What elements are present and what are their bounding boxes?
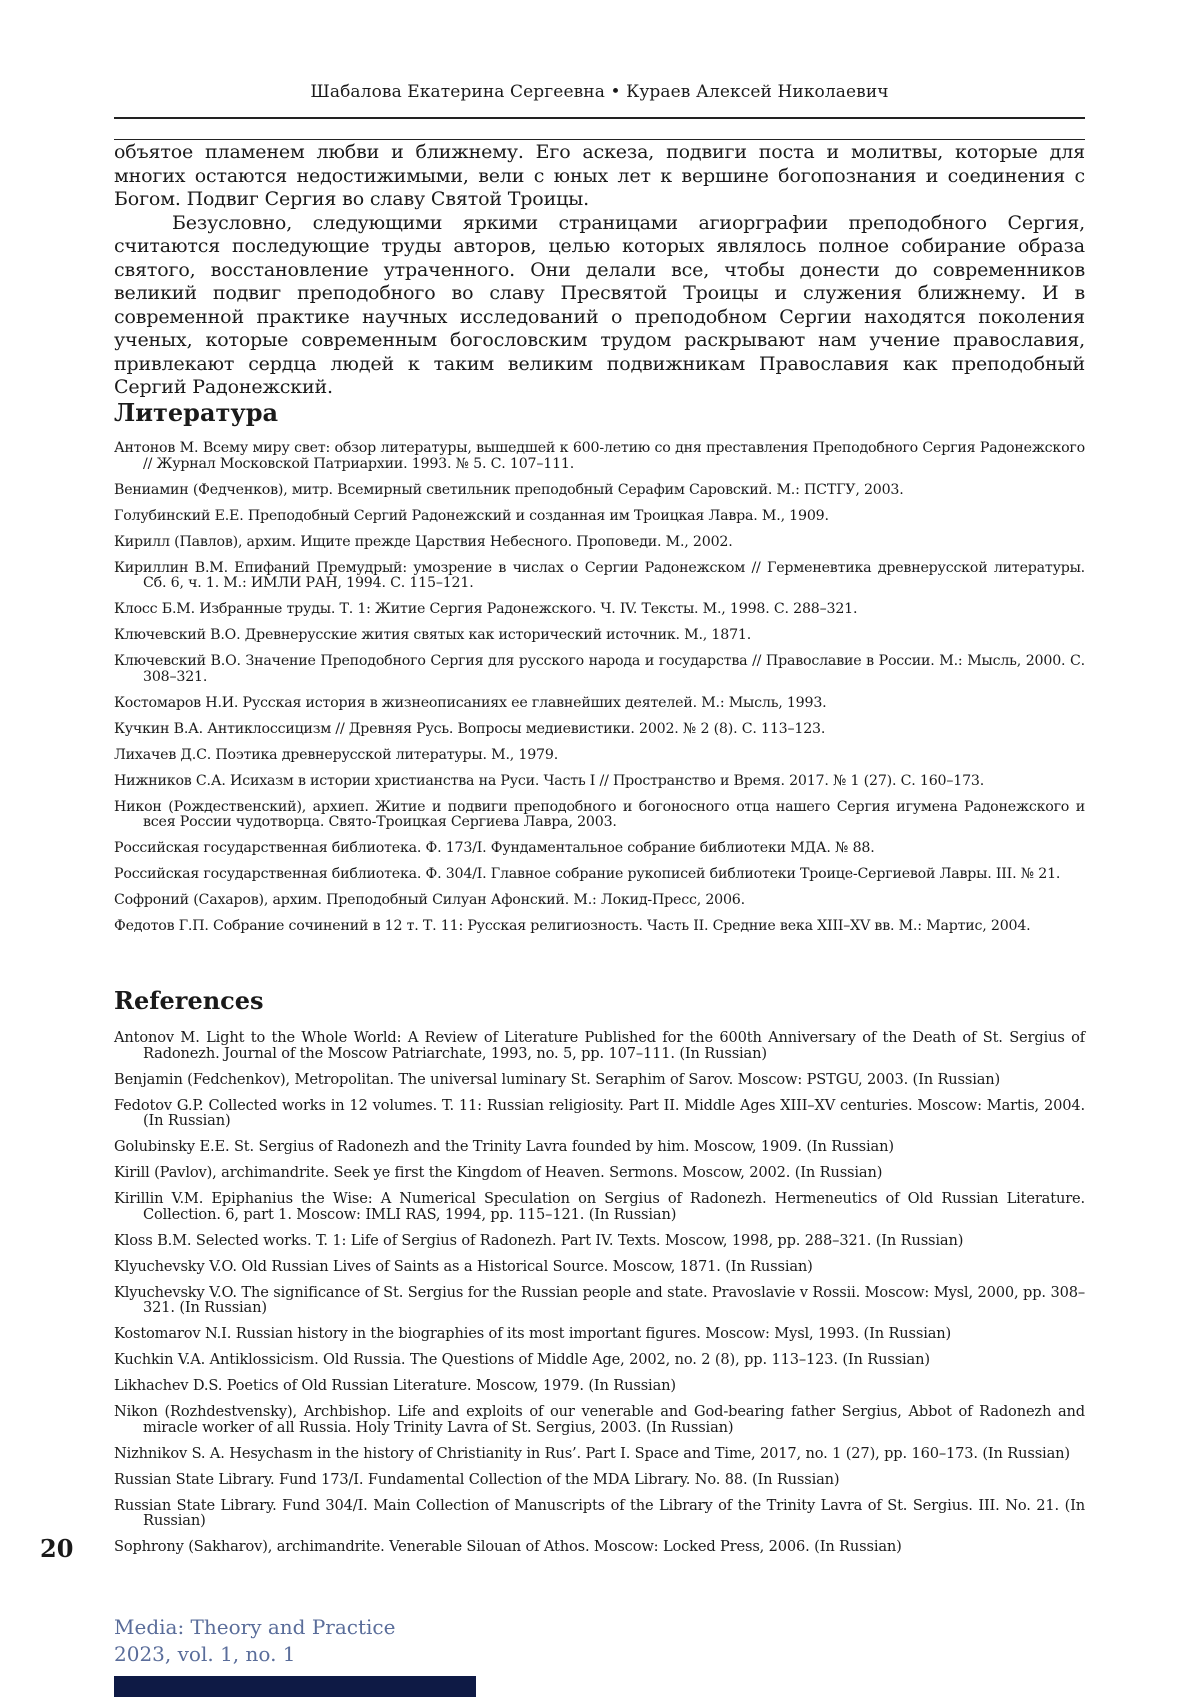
header-divider: [114, 117, 1085, 119]
reference-item: Антонов М. Всему миру свет: обзор литературы, вышедшей к 600-летию со дня преставления Преподобного Сергия Радонежского // Журнал Московской Патриархии. 1993. № 5. С. 107–111.: [114, 441, 1085, 472]
reference-item: Kostomarov N.I. Russian history in the biographies of its most important figures. Moscow: Mysl, 1993. (In Russian): [114, 1326, 1085, 1342]
literature-list: [114, 441, 1085, 935]
page-number: 20: [40, 1534, 73, 1563]
journal-name: Media: Theory and Practice: [114, 1614, 395, 1641]
reference-item: Российская государственная библиотека. Ф. 304/I. Главное собрание рукописей библиотеки Троице-Сергиевой Лавры. III. № 21.: [114, 867, 1085, 883]
reference-item: Российская государственная библиотека. Ф. 173/I. Фундаментальное собрание библиотеки МДА. № 88.: [114, 841, 1085, 857]
reference-item: Fedotov G.P. Collected works in 12 volumes. T. 11: Russian religiosity. Part II. Middle Ages XIII–XV centuries. Moscow: Martis, 2004. (In Russian): [114, 1098, 1085, 1129]
text-top-divider: [114, 139, 1085, 140]
reference-item: Софроний (Сахаров), архим. Преподобный Силуан Афонский. М.: Локид-Пресс, 2006.: [114, 893, 1085, 909]
references-list: [114, 1030, 1085, 1555]
body-paragraph: объятое пламенем любви и ближнему. Его аскеза, подвиги поста и молитвы, которые для многих остаются недостижимыми, вели с юных лет к вершине богопознания и соединения с Богом. Подвиг Сергия во славу Святой Троицы.: [114, 141, 1085, 212]
reference-item: Kuchkin V.A. Antiklossicism. Old Russia. The Questions of Middle Age, 2002, no. 2 (8), pp. 113–123. (In Russian): [114, 1352, 1085, 1368]
reference-item: Nikon (Rozhdestvensky), Archbishop. Life and exploits of our venerable and God-bearing father Sergius, Abbot of Radonezh and miracle worker of all Russia. Holy Trinity Lavra of St. Sergius, 2003. (In Russian): [114, 1404, 1085, 1435]
running-header: Шабалова Екатерина Сергеевна • Кураев Алексей Николаевич: [114, 82, 1085, 102]
reference-item: Likhachev D.S. Poetics of Old Russian Literature. Moscow, 1979. (In Russian): [114, 1378, 1085, 1394]
reference-item: Golubinsky E.E. St. Sergius of Radonezh and the Trinity Lavra founded by him. Moscow, 1909. (In Russian): [114, 1139, 1085, 1155]
footer-color-bar: [114, 1676, 476, 1697]
reference-item: Kloss B.M. Selected works. T. 1: Life of Sergius of Radonezh. Part IV. Texts. Moscow, 1998, pp. 288–321. (In Russian): [114, 1233, 1085, 1249]
reference-item: Кириллин В.М. Епифаний Премудрый: умозрение в числах о Сергии Радонежском // Герменевтика древнерусской литературы. Сб. 6, ч. 1. М.: ИМЛИ РАН, 1994. С. 115–121.: [114, 561, 1085, 592]
reference-item: Федотов Г.П. Собрание сочинений в 12 т. Т. 11: Русская религиозность. Часть II. Средние века XIII–XV вв. М.: Мартис, 2004.: [114, 919, 1085, 935]
reference-item: Kirillin V.M. Epiphanius the Wise: A Numerical Speculation on Sergius of Radonezh. Hermeneutics of Old Russian Literature. Collection. 6, part 1. Moscow: IMLI RAS, 1994, pp. 115–121. (In Russian): [114, 1191, 1085, 1222]
reference-item: Кирилл (Павлов), архим. Ищите прежде Царствия Небесного. Проповеди. М., 2002.: [114, 535, 1085, 551]
reference-item: Ключевский В.О. Древнерусские жития святых как исторический источник. М., 1871.: [114, 628, 1085, 644]
reference-item: Kirill (Pavlov), archimandrite. Seek ye first the Kingdom of Heaven. Sermons. Moscow, 2002. (In Russian): [114, 1165, 1085, 1181]
references-heading: References: [114, 986, 264, 1015]
reference-item: Ключевский В.О. Значение Преподобного Сергия для русского народа и государства // Православие в России. М.: Мысль, 2000. С. 308–321.: [114, 654, 1085, 685]
reference-item: Никон (Рождественский), архиеп. Житие и подвиги преподобного и богоносного отца нашего Сергия игумена Радонежского и всея России чудотворца. Свято-Троицкая Сергиева Лавра, 2003.: [114, 800, 1085, 831]
body-paragraph: Безусловно, следующими яркими страницами агиорграфии преподобного Сергия, считаются последующие труды авторов, целью которых являлось полное собирание образа святого, восстановление утраченного. Они делали все, чтобы донести до современников великий подвиг преподобного во славу Пресвятой Троицы и служения ближнему. И в современной практике научных исследований о преподобном Сергии находятся поколения ученых, которые современным богословским трудом раскрывают нам учение православия, привлекают сердца людей к таким великим подвижникам Православия как преподобный Сергий Радонежский.: [114, 212, 1085, 400]
reference-item: Benjamin (Fedchenkov), Metropolitan. The universal luminary St. Seraphim of Sarov. Moscow: PSTGU, 2003. (In Russian): [114, 1072, 1085, 1088]
reference-item: Nizhnikov S. A. Hesychasm in the history of Christianity in Rus’. Part I. Space and Time, 2017, no. 1 (27), pp. 160–173. (In Russian): [114, 1446, 1085, 1462]
literature-heading: Литература: [114, 398, 278, 427]
reference-item: Клосс Б.М. Избранные труды. Т. 1: Житие Сергия Радонежского. Ч. IV. Тексты. М., 1998. С. 288–321.: [114, 602, 1085, 618]
reference-item: Sophrony (Sakharov), archimandrite. Venerable Silouan of Athos. Moscow: Locked Press, 2006. (In Russian): [114, 1539, 1085, 1555]
journal-info: [114, 1614, 395, 1668]
reference-item: Вениамин (Федченков), митр. Всемирный светильник преподобный Серафим Саровский. М.: ПСТГУ, 2003.: [114, 483, 1085, 499]
reference-item: Russian State Library. Fund 304/I. Main Collection of Manuscripts of the Library of the Trinity Lavra of St. Sergius. III. No. 21. (In Russian): [114, 1498, 1085, 1529]
journal-issue: 2023, vol. 1, no. 1: [114, 1641, 395, 1668]
reference-item: Лихачев Д.С. Поэтика древнерусской литературы. М., 1979.: [114, 748, 1085, 764]
reference-item: Голубинский Е.Е. Преподобный Сергий Радонежский и созданная им Троицкая Лавра. М., 1909.: [114, 509, 1085, 525]
reference-item: Klyuchevsky V.O. Old Russian Lives of Saints as a Historical Source. Moscow, 1871. (In Russian): [114, 1259, 1085, 1275]
reference-item: Нижников С.А. Исихазм в истории христианства на Руси. Часть I // Пространство и Время. 2017. № 1 (27). С. 160–173.: [114, 774, 1085, 790]
reference-item: Klyuchevsky V.O. The significance of St. Sergius for the Russian people and state. Pravoslavie v Rossii. Moscow: Mysl, 2000, pp. 308–321. (In Russian): [114, 1285, 1085, 1316]
reference-item: Костомаров Н.И. Русская история в жизнеописаниях ее главнейших деятелей. М.: Мысль, 1993.: [114, 696, 1085, 712]
article-body: [114, 141, 1085, 400]
reference-item: Russian State Library. Fund 173/I. Fundamental Collection of the MDA Library. No. 88. (In Russian): [114, 1472, 1085, 1488]
reference-item: Кучкин В.А. Антиклоссицизм // Древняя Русь. Вопросы медиевистики. 2002. № 2 (8). С. 113–123.: [114, 722, 1085, 738]
reference-item: Antonov M. Light to the Whole World: A Review of Literature Published for the 600th Anniversary of the Death of St. Sergius of Radonezh. Journal of the Moscow Patriarchate, 1993, no. 5, pp. 107–111. (In Russian): [114, 1030, 1085, 1061]
